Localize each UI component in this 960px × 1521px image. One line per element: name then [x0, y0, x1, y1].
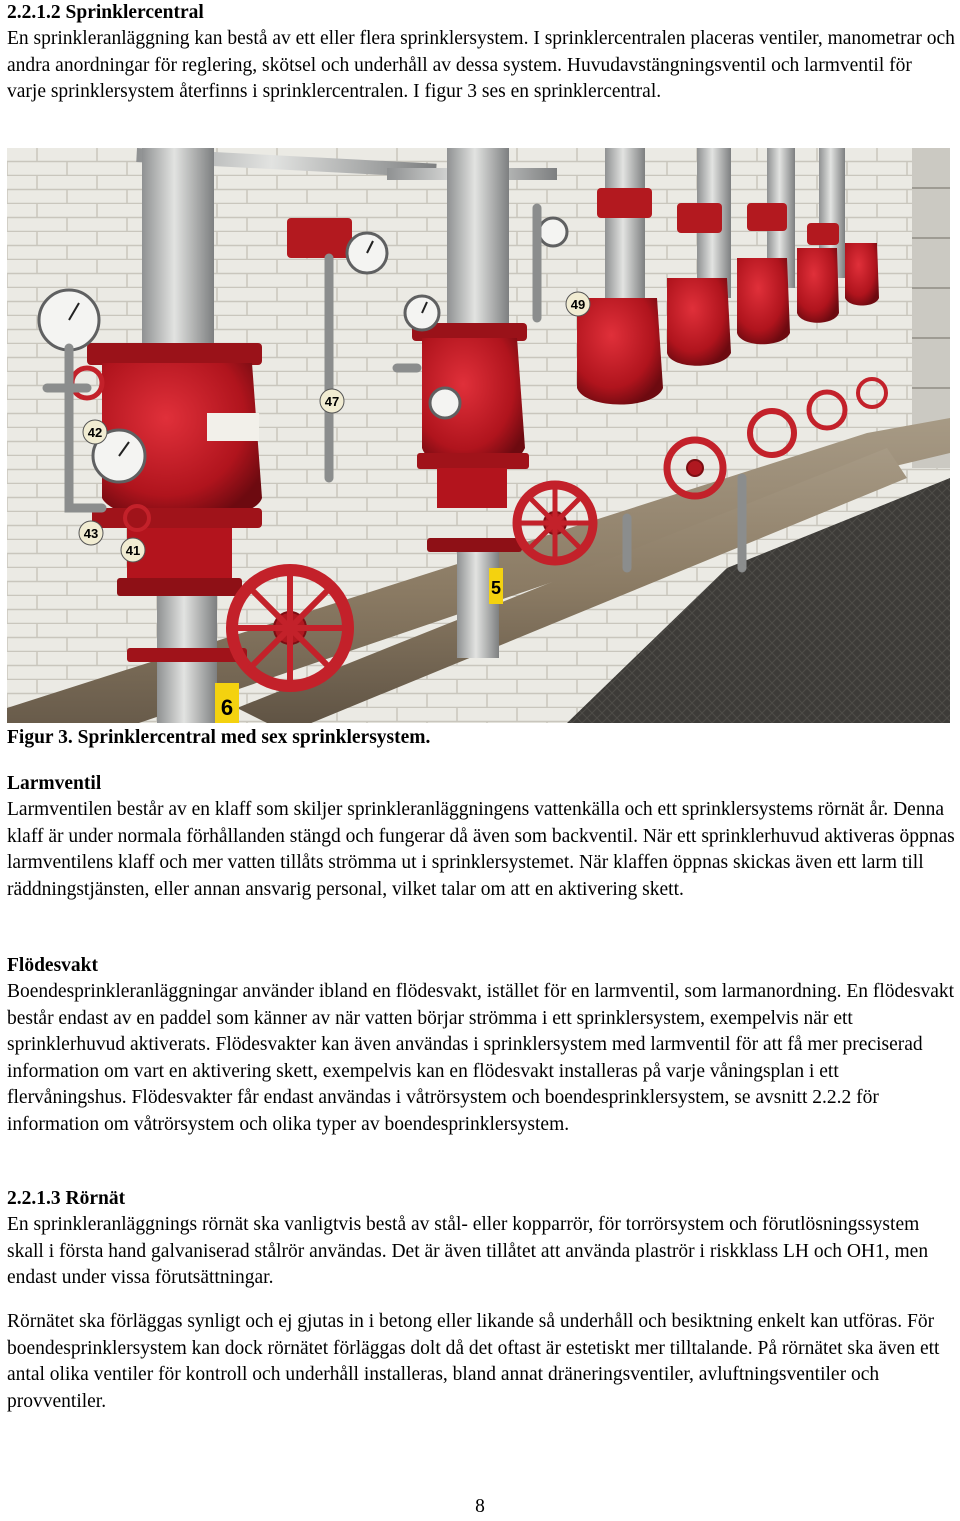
paragraph-sprinklercentral: En sprinkleranläggning kan bestå av ett eller flera sprinklersystem. I sprinklercentralen placeras ventiler, manometrar och andra anordningar för reglering, skötsel och underhåll av dessa system. Huvudavstängningsventil och larmventil för varje sprinklersystem återfinns i sprinklercentralen. I figur 3 ses en sprinklercentral.	[7, 28, 955, 103]
label-47: 47	[324, 394, 340, 409]
paragraph-larmventil: Larmventilen består av en klaff som skiljer sprinkleranläggningens vattenkälla och ett sprinklersystems rörnät år. Denna klaff är under normala förhållanden stängd och fungerar då även som backventil. När ett sprinklerhuvud aktiveras öppnas larmventilens klaff och mer vatten tillåts strömma ut i sprinklersystemet. När klaffen öppnas skickas även ett larm till räddningstjänsten, eller annan ansvarig personal, vilket talar om att en aktivering skett.	[7, 799, 955, 900]
section-heading-sprinklercentral: 2.2.1.2 Sprinklercentral	[7, 2, 204, 23]
figure-caption: Figur 3. Sprinklercentral med sex sprinklersystem.	[7, 727, 431, 748]
paragraph-flodesvakt: Boendesprinkleranläggningar använder ibland en flödesvakt, istället för en larmventil, som larmanordning. En flödesvakt består endast av en paddel som känner av när vatten börjar strömma i ett sprinklersystem, exempelvis när ett sprinklerhuvud aktiverats. Flödesvakter kan även användas i sprinklersystem med larmventil för att få mer preciserad information om vart en aktivering skett, exempelvis kan en flödesvakt installeras på varje våningsplan i ett flervåningshus. Flödesvakter får endast användas i våtrörsystem och boendesprinklersystem, se avsnitt 2.2.2 för information om våtrörsystem och olika typer av boendesprinklersystem.	[7, 981, 955, 1135]
page-number: 8	[475, 1496, 485, 1517]
section-heading-flodesvakt: Flödesvakt	[7, 955, 99, 976]
paragraph-rornat-2: Rörnätet ska förläggas synligt och ej gjutas in i betong eller likande så underhåll och besiktning enkelt kan utföras. För boendesprinklersystem kan dock rörnätet förläggas dolt då det oftast är estetiskt mer tilltalande. På rörnätet ska även ett antal olika ventiler för kontroll och underhåll installeras, bland annat dräneringsventiler, avluftningsventiler och provventiler.	[7, 1311, 940, 1412]
label-49: 49	[570, 297, 586, 312]
section-heading-rornat: 2.2.1.3 Rörnät	[7, 1188, 126, 1209]
figure-photo-sprinklercentral	[7, 148, 950, 723]
section-heading-larmventil: Larmventil	[7, 773, 102, 794]
paragraph-rornat-1: En sprinkleranläggnings rörnät ska vanligtvis bestå av stål- eller kopparrör, för torrörsystem och förutlösningssystem skall i första hand galvaniserad stålrör användas. Det är även tillåtet att använda plaströr i riskklass LH och OH1, men endast under vissa förutsättningar.	[7, 1214, 929, 1289]
label-42: 42	[87, 425, 103, 440]
label-41: 41	[125, 543, 141, 558]
label-43: 43	[83, 526, 99, 541]
label-5: 5	[490, 578, 502, 598]
label-6: 6	[220, 695, 234, 720]
